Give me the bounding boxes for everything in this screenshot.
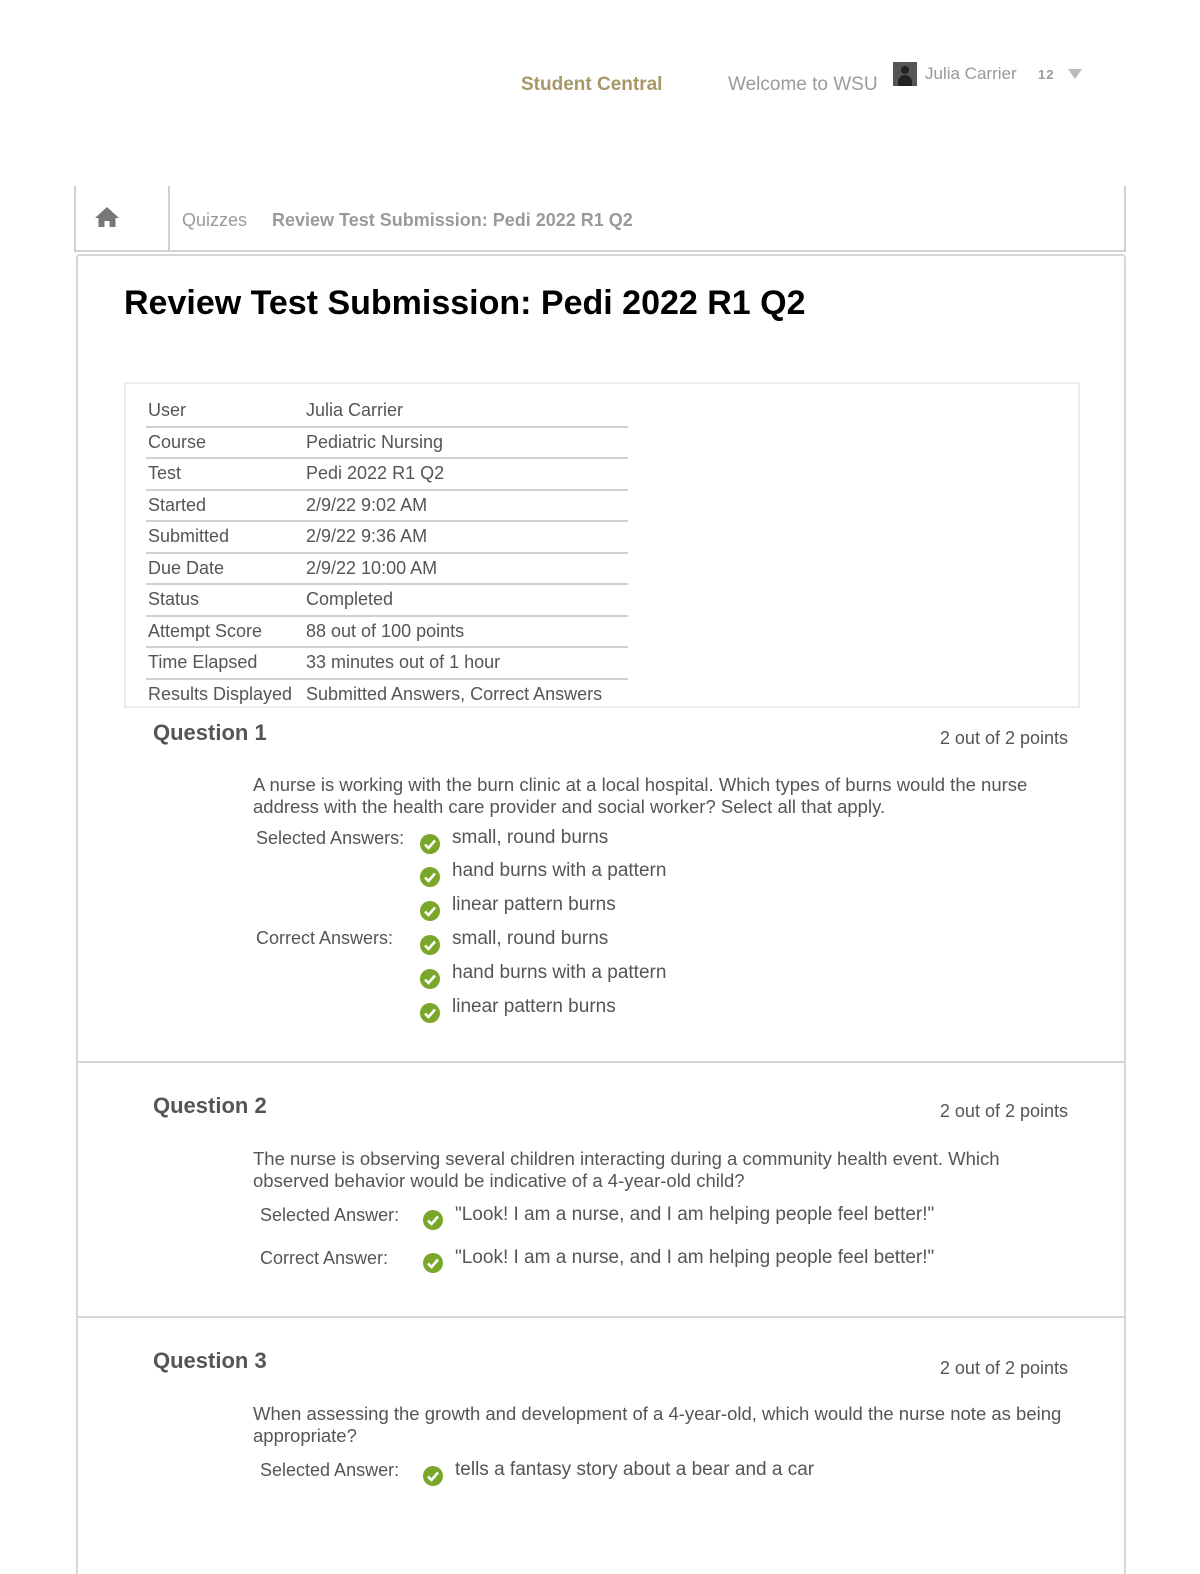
details-row [146,396,628,427]
correct-answer: linear pattern burns [452,996,616,1017]
selected-answer: hand burns with a pattern [452,860,667,881]
details-row [146,679,628,710]
details-label: Course [146,427,304,459]
check-circle-icon [423,1210,443,1230]
question-text: When assessing the growth and development of a 4-year-old, which would the nurse note as being appropriate? [253,1403,1062,1446]
question-divider [78,1061,1124,1063]
details-label: Test [146,458,304,490]
question-2 [78,1089,1124,1314]
details-label: Started [146,490,304,522]
selected-answer: small, round burns [452,827,609,848]
check-circle-icon [420,834,440,854]
question-points: 2 out of 2 points [939,1358,1068,1378]
breadcrumb-current: Review Test Submission: Pedi 2022 R1 Q2 [272,210,633,230]
correct-answer: hand burns with a pattern [452,962,667,983]
details-row [146,427,628,459]
details-row [146,490,628,522]
question-title: Question 1 [153,720,267,745]
check-circle-icon [423,1253,443,1273]
breadcrumb [74,186,1126,252]
home-button[interactable] [76,186,170,250]
question-title: Question 3 [153,1348,267,1373]
main-content [76,254,1126,1574]
correct-answer: "Look! I am a nurse, and I am helping people feel better!" [455,1247,935,1268]
question-1 [78,716,1124,1061]
question-3 [78,1344,1124,1544]
details-value: 2/9/22 9:02 AM [304,490,628,522]
details-row [146,553,628,585]
user-avatar-icon[interactable] [893,62,917,86]
details-row [146,647,628,679]
question-text: The nurse is observing several children interacting during a community health event. Which observed behavior would be indicative of a 4-year-old child? [253,1148,1000,1191]
details-label: Attempt Score [146,616,304,648]
question-divider [78,1316,1124,1318]
check-circle-icon [420,1003,440,1023]
correct-answer: small, round burns [452,928,609,949]
question-title: Question 2 [153,1093,267,1118]
selected-answer: "Look! I am a nurse, and I am helping people feel better!" [455,1204,935,1225]
details-label: Results Displayed [146,679,304,710]
details-value: 2/9/22 10:00 AM [304,553,628,585]
check-circle-icon [420,935,440,955]
question-points: 2 out of 2 points [939,1101,1068,1121]
details-value: Julia Carrier [306,400,404,421]
details-row [146,616,628,648]
details-label: User [148,400,187,421]
details-label: Submitted [146,521,304,553]
details-value: Completed [304,584,628,616]
selected-answer: linear pattern burns [452,894,616,915]
correct-answer-label: Correct Answer: [260,1248,389,1268]
submission-details-table [146,396,628,709]
check-circle-icon [420,901,440,921]
details-value: 88 out of 100 points [304,616,628,648]
details-row [146,584,628,616]
submission-details [124,382,1080,708]
notification-badge[interactable]: 12 [1038,67,1055,82]
user-name[interactable]: Julia Carrier [925,64,1017,83]
details-label: Status [146,584,304,616]
details-value: 33 minutes out of 1 hour [304,647,628,679]
details-value: Pediatric Nursing [304,427,628,459]
chevron-down-icon[interactable] [1068,69,1082,79]
question-text: A nurse is working with the burn clinic at a local hospital. Which types of burns would the nurse address with the health care provider and social worker? Select all that apply. [253,774,1028,817]
selected-answer-label: Selected Answer: [260,1205,400,1225]
student-central-link[interactable]: Student Central [521,74,663,95]
top-navigation [0,60,1200,110]
home-icon [94,206,120,228]
details-row [146,458,628,490]
details-value: 2/9/22 9:36 AM [304,521,628,553]
details-value: Submitted Answers, Correct Answers [304,679,628,710]
details-value: Pedi 2022 R1 Q2 [304,458,628,490]
check-circle-icon [420,969,440,989]
selected-answer-label: Selected Answer: [260,1460,400,1480]
check-circle-icon [420,867,440,887]
breadcrumb-quizzes-link[interactable]: Quizzes [182,210,248,230]
check-circle-icon [423,1466,443,1486]
details-label: Time Elapsed [146,647,304,679]
welcome-link[interactable]: Welcome to WSU [728,74,878,95]
details-label: Due Date [146,553,304,585]
selected-answer: tells a fantasy story about a bear and a car [455,1459,815,1480]
page-title: Review Test Submission: Pedi 2022 R1 Q2 [124,284,806,322]
selected-answers-label: Selected Answers: [256,828,405,848]
question-points: 2 out of 2 points [939,728,1068,748]
correct-answers-label: Correct Answers: [256,928,394,948]
details-row [146,521,628,553]
